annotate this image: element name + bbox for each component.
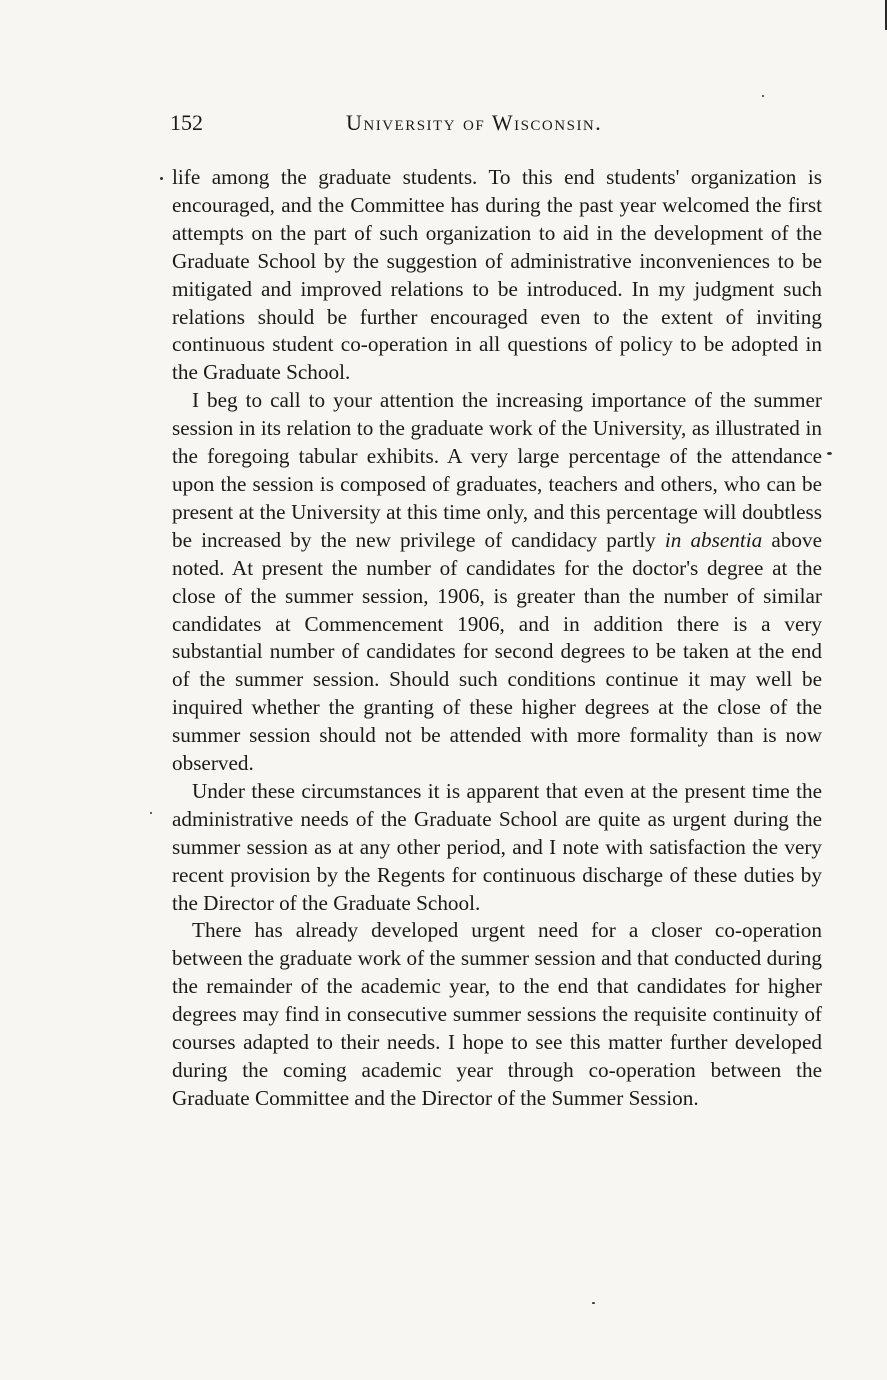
scan-speck (160, 177, 163, 180)
paragraph-text: I beg to call to your attention the increasing importance of the summer session in its relation to the graduate work of the University, as illustrated in the foregoing tabular exhibits. A very large percentage of the attendance upon the session is composed of graduates, teachers and others, who can be present at the University at this time only, and this percentage will doubtless be increased by the new privilege of candidacy partly (172, 388, 822, 552)
paragraph-text: Under these circumstances it is apparent that even at the present time the administrative needs of the Graduate School are quite as urgent during the summer session as at any other period, and I note with satisfaction the very recent provision by the Regents for continuous discharge of these duties by the Director of the Graduate School. (172, 778, 822, 915)
paragraph-administrative-needs (172, 778, 822, 918)
body-text (172, 164, 822, 1113)
scan-speck (592, 1302, 595, 1304)
page-number: 152 (170, 110, 203, 135)
paragraph-continuation (172, 164, 822, 387)
scan-speck (762, 95, 764, 97)
paragraph-co-operation (172, 917, 822, 1112)
paragraph-text: above noted. At present the number of candidates for the doctor's degree at the close of the summer session, 1906, is greater than the number of similar candidates at Commencement 1906, and in addition there is a very substantial number of candidates for second degrees to be taken at the end of the summer session. Should such conditions continue it may well be inquired whether the granting of these higher degrees at the close of the summer session should not be attended with more formality than is now observed. (172, 527, 822, 776)
paragraph-text: There has already developed urgent need for a closer co-operation between the graduate work of the summer session and that conducted during the remainder of the academic year, to the end that candidates for higher degrees may find in consecutive summer sessions the requisite continuity of courses adapted to their needs. I hope to see this matter further developed during the coming academic year through co-operation between the Graduate Committee and the Director of the Summer Session. (172, 918, 822, 1110)
scan-speck (827, 452, 832, 455)
paragraph-text: life among the graduate students. To this end students' organization is encouraged, and the Committee has during the past year welcomed the first attempts on the part of such organization to aid in the development of the Graduate School by the suggestion of administrative inconveniences to be mitigated and improved relations to be introduced. In my judgment such relations should be further encouraged even to the extent of inviting continuous student co-operation in all questions of policy to be adopted in the Graduate School. (172, 165, 822, 385)
scan-speck (150, 812, 152, 814)
running-title: University of Wisconsin. (346, 110, 603, 135)
paragraph-summer-session (172, 387, 822, 778)
italic-phrase: in absentia (664, 527, 763, 552)
page-header (170, 110, 690, 140)
